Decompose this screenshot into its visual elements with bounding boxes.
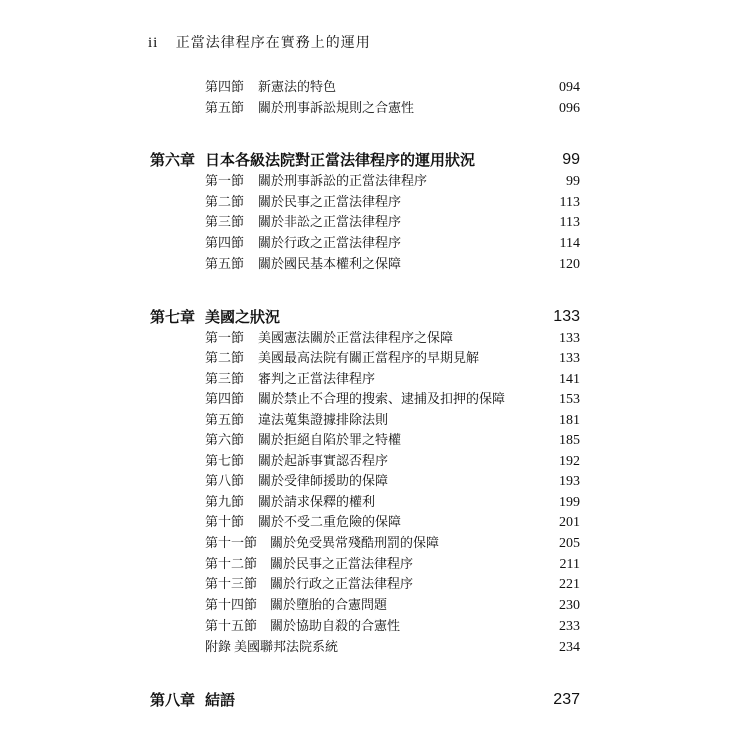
section-page: 99 (566, 174, 580, 189)
toc-section-row (0, 99, 750, 119)
section-title: 關於行政之正當法律程序 (270, 577, 414, 592)
section-page: 096 (559, 101, 580, 116)
section-label: 第十一節 (205, 536, 258, 551)
toc-section-row (0, 78, 750, 98)
chapter-label: 第八章 (150, 691, 196, 709)
section-label: 第十四節 (205, 598, 258, 613)
section-title: 關於非訟之正當法律程序 (258, 215, 402, 230)
book-title: 正當法律程序在實務上的運用 (175, 35, 371, 51)
section-title: 關於免受異常殘酷刑罰的保障 (270, 536, 440, 551)
page-number-roman: ii (148, 35, 159, 51)
section-label: 第五節 (205, 413, 245, 428)
section-label: 第二節 (205, 195, 245, 210)
section-title: 關於起訴事實認否程序 (258, 454, 389, 469)
toc-chapter-row (0, 690, 750, 710)
toc-section-row (0, 617, 750, 637)
chapter-title: 日本各級法院對正當法律程序的運用狀況 (205, 151, 476, 169)
toc-section-row (0, 411, 750, 431)
section-page: 181 (559, 413, 580, 428)
section-title: 關於民事之正當法律程序 (258, 195, 402, 210)
toc-section-row (0, 431, 750, 451)
section-title: 違法蒐集證據排除法則 (258, 413, 389, 428)
section-label: 第九節 (205, 495, 245, 510)
section-title: 關於刑事訴訟的正當法律程序 (258, 174, 428, 189)
section-title: 關於不受二重危險的保障 (258, 515, 402, 530)
section-title: 關於國民基本權利之保障 (258, 257, 402, 272)
section-title: 關於受律師援助的保障 (258, 474, 389, 489)
section-label: 第十三節 (205, 577, 258, 592)
section-page: 094 (559, 80, 580, 95)
section-page: 113 (559, 215, 580, 230)
toc-section-row (0, 213, 750, 233)
running-header (148, 32, 371, 52)
section-page: 199 (559, 495, 580, 510)
section-title: 美國憲法關於正當法律程序之保障 (258, 331, 454, 346)
toc-section-row (0, 329, 750, 349)
toc-section-row (0, 193, 750, 213)
section-label: 第一節 (205, 331, 245, 346)
section-page: 114 (559, 236, 580, 251)
section-title: 關於拒絕自陷於罪之特權 (258, 433, 402, 448)
toc-section-row (0, 575, 750, 595)
section-label: 第三節 (205, 372, 245, 387)
section-page: 185 (559, 433, 580, 448)
toc-section-row (0, 255, 750, 275)
appendix-title: 美國聯邦法院系統 (234, 640, 339, 655)
section-title: 關於民事之正當法律程序 (270, 557, 414, 572)
section-page: 192 (559, 454, 580, 469)
section-page: 205 (559, 536, 580, 551)
toc-appendix-row (0, 638, 750, 658)
chapter-title: 結語 (205, 691, 236, 709)
appendix-page: 234 (559, 640, 580, 655)
chapter-title: 美國之狀況 (205, 308, 281, 326)
section-label: 第十二節 (205, 557, 258, 572)
toc-section-row (0, 452, 750, 472)
section-label: 第八節 (205, 474, 245, 489)
section-title: 美國最高法院有關正當程序的早期見解 (258, 351, 480, 366)
section-label: 第一節 (205, 174, 245, 189)
section-page: 221 (559, 577, 580, 592)
section-page: 133 (559, 351, 580, 366)
section-label: 第十五節 (205, 619, 258, 634)
chapter-page: 99 (562, 151, 580, 168)
toc-section-row (0, 555, 750, 575)
section-title: 新憲法的特色 (258, 80, 337, 95)
section-page: 141 (559, 372, 580, 387)
toc-chapter-row (0, 150, 750, 170)
section-label: 第四節 (205, 392, 245, 407)
section-page: 113 (559, 195, 580, 210)
toc-section-row (0, 370, 750, 390)
section-page: 233 (559, 619, 580, 634)
section-title: 關於協助自殺的合憲性 (270, 619, 401, 634)
appendix-label: 附錄 (205, 640, 232, 655)
chapter-label: 第六章 (150, 151, 196, 169)
section-label: 第六節 (205, 433, 245, 448)
section-label: 第七節 (205, 454, 245, 469)
chapter-page: 133 (553, 308, 580, 325)
toc-section-row (0, 472, 750, 492)
toc-section-row (0, 390, 750, 410)
section-page: 153 (559, 392, 580, 407)
chapter-page: 237 (553, 691, 580, 708)
toc-section-row (0, 234, 750, 254)
section-label: 第五節 (205, 101, 245, 116)
section-page: 230 (559, 598, 580, 613)
section-page: 133 (559, 331, 580, 346)
toc-section-row (0, 596, 750, 616)
section-title: 關於行政之正當法律程序 (258, 236, 402, 251)
chapter-label: 第七章 (150, 308, 196, 326)
toc-section-row (0, 513, 750, 533)
section-page: 120 (559, 257, 580, 272)
section-label: 第四節 (205, 80, 245, 95)
toc-section-row (0, 534, 750, 554)
section-label: 第四節 (205, 236, 245, 251)
section-title: 關於墮胎的合憲問題 (270, 598, 388, 613)
section-label: 第二節 (205, 351, 245, 366)
section-label: 第三節 (205, 215, 245, 230)
section-label: 第十節 (205, 515, 245, 530)
section-title: 關於請求保釋的權利 (258, 495, 376, 510)
toc-section-row (0, 349, 750, 369)
section-page: 193 (559, 474, 580, 489)
section-title: 關於禁止不合理的搜索、逮捕及扣押的保障 (258, 392, 506, 407)
section-page: 211 (559, 557, 580, 572)
section-title: 審判之正當法律程序 (258, 372, 376, 387)
toc-section-row (0, 172, 750, 192)
section-page: 201 (559, 515, 580, 530)
section-title: 關於刑事訴訟規則之合憲性 (258, 101, 415, 116)
toc-section-row (0, 493, 750, 513)
toc-chapter-row (0, 307, 750, 327)
section-label: 第五節 (205, 257, 245, 272)
